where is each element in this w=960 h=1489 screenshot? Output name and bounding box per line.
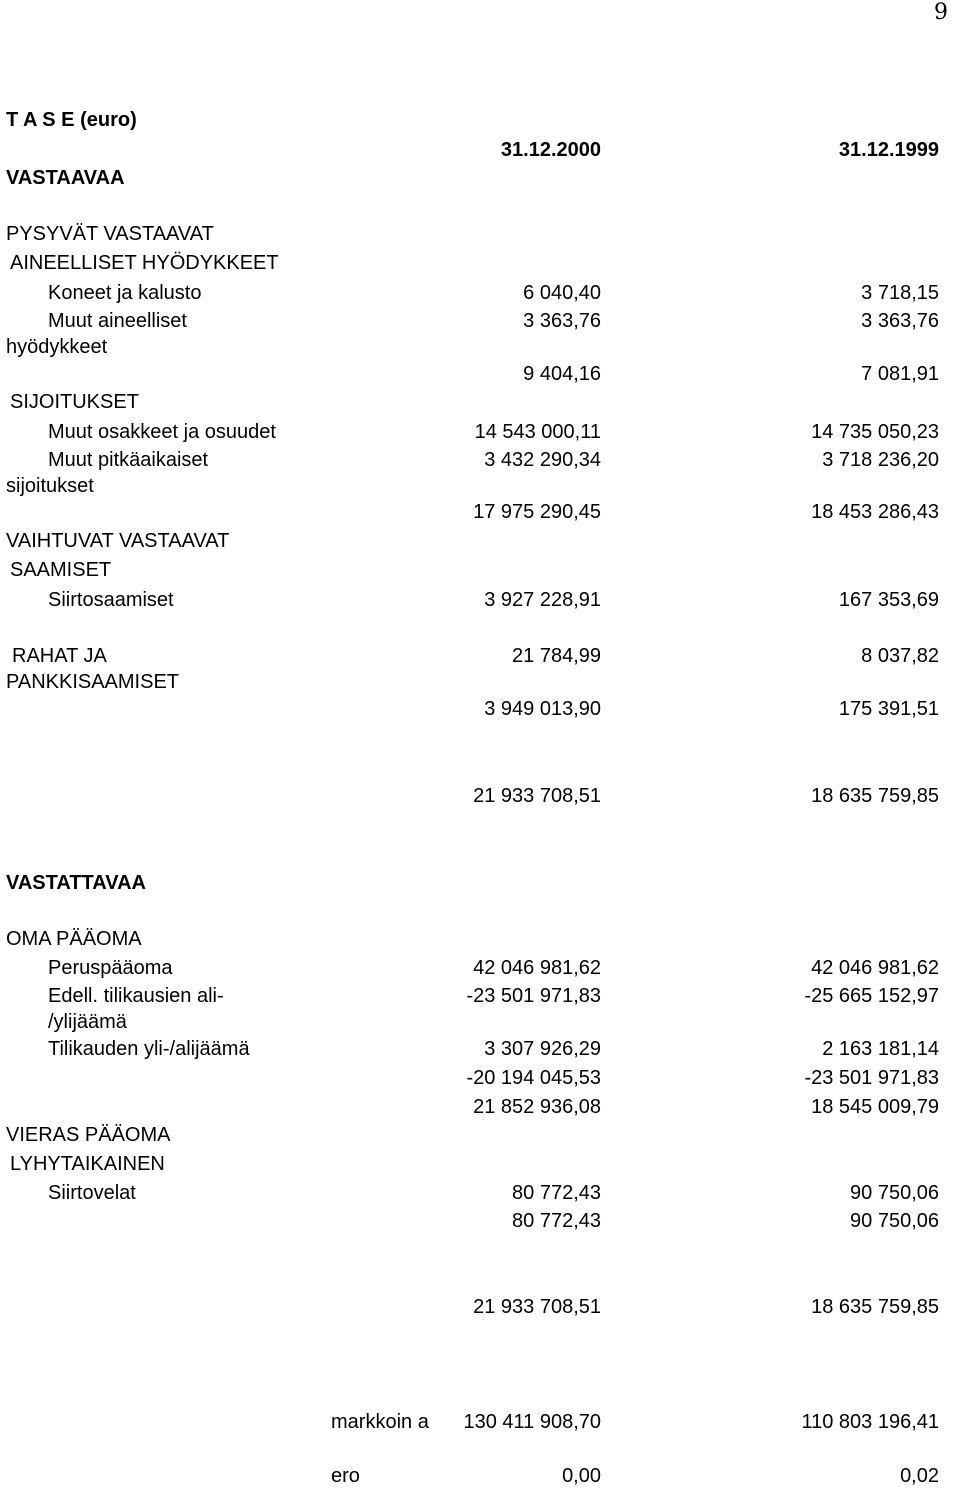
equity-sum-1999: 18 545 009,79	[811, 1096, 939, 1118]
markkoina-value-2000: 130 411 908,70	[463, 1411, 601, 1433]
row-value-2000: -23 501 971,83	[466, 985, 601, 1007]
markkoina-label: markkoin a	[331, 1411, 429, 1433]
cash-heading: RAHAT JA PANKKISAAMISET	[6, 645, 180, 693]
liabilities-total-1999: 18 635 759,85	[811, 1296, 939, 1318]
row-value-2000: 14 543 000,11	[474, 421, 601, 443]
row-value-1999: 3 718 236,20	[822, 449, 939, 471]
short-term-heading: LYHYTAIKAINEN	[10, 1153, 165, 1175]
row-value-2000: 80 772,43	[512, 1182, 601, 1204]
liabilities-heading: VASTATTAVAA	[6, 872, 146, 894]
row-label: Siirtosaamiset	[48, 589, 174, 611]
row-value-2000: 42 046 981,62	[473, 957, 601, 979]
subtotal-value-2000: 9 404,16	[523, 363, 601, 385]
subtotal-value-1999: 7 081,91	[861, 363, 939, 385]
assets-heading: VASTAAVAA	[6, 167, 125, 189]
row-label: Koneet ja kalusto	[48, 282, 202, 304]
row-value-1999: 2 163 181,14	[822, 1038, 939, 1060]
assets-total-2000: 21 933 708,51	[473, 785, 601, 807]
ero-label: ero	[331, 1465, 360, 1487]
row-value-1999: 167 353,69	[838, 589, 939, 611]
column-header-1999: 31.12.1999	[838, 139, 939, 161]
subtotal-value-1999: 18 453 286,43	[811, 501, 939, 523]
row-label: Muut aineelliset hyödykkeet	[6, 310, 187, 358]
row-value-2000: 3 927 228,91	[484, 589, 601, 611]
row-value-2000: 3 432 290,34	[484, 449, 601, 471]
fixed-assets-heading: PYSYVÄT VASTAAVAT	[6, 223, 214, 245]
equity-sum-2000: 21 852 936,08	[473, 1096, 601, 1118]
subtotal-value-2000: 3 949 013,90	[484, 698, 601, 720]
row-label: Peruspääoma	[48, 957, 173, 979]
liabilities-total-2000: 21 933 708,51	[473, 1296, 601, 1318]
row-value-2000: 3 307 926,29	[484, 1038, 601, 1060]
subtotal-value-1999: 90 750,06	[850, 1210, 939, 1232]
row-label: Edell. tilikausien ali- /ylijäämä	[48, 985, 224, 1033]
markkoina-value-1999: 110 803 196,41	[801, 1411, 939, 1433]
equity-heading: OMA PÄÄOMA	[6, 928, 142, 950]
receivables-heading: SAAMISET	[10, 559, 112, 581]
row-label: Tilikauden yli-/alijäämä	[48, 1038, 250, 1060]
row-value-1999: -25 665 152,97	[804, 985, 939, 1007]
assets-total-1999: 18 635 759,85	[811, 785, 939, 807]
document-title: T A S E (euro)	[6, 109, 137, 131]
row-value-1999: 42 046 981,62	[811, 957, 939, 979]
row-value-2000: 6 040,40	[523, 282, 601, 304]
row-value-1999: 3 363,76	[861, 310, 939, 332]
investments-heading: SIJOITUKSET	[10, 391, 139, 413]
debt-heading: VIERAS PÄÄOMA	[6, 1124, 171, 1146]
ero-value-2000: 0,00	[562, 1465, 601, 1487]
row-label: Muut pitkäaikaiset sijoitukset	[6, 449, 209, 497]
row-value-1999: 90 750,06	[850, 1182, 939, 1204]
page-number: 9	[934, 0, 948, 25]
row-value-2000: 21 784,99	[512, 645, 601, 667]
row-label: Muut osakkeet ja osuudet	[48, 421, 276, 443]
subtotal-value-2000: 80 772,43	[512, 1210, 601, 1232]
subtotal-value-1999: 175 391,51	[838, 698, 939, 720]
subtotal-value-2000: 17 975 290,45	[473, 501, 601, 523]
tangible-assets-heading: AINEELLISET HYÖDYKKEET	[10, 252, 279, 274]
row-value-1999: 14 735 050,23	[811, 421, 939, 443]
row-value-1999: 8 037,82	[861, 645, 939, 667]
subtotal-value-2000: -20 194 045,53	[466, 1067, 601, 1089]
current-assets-heading: VAIHTUVAT VASTAAVAT	[6, 530, 230, 552]
row-label: Siirtovelat	[48, 1182, 136, 1204]
subtotal-value-1999: -23 501 971,83	[804, 1067, 939, 1089]
ero-value-1999: 0,02	[900, 1465, 939, 1487]
row-value-1999: 3 718,15	[861, 282, 939, 304]
column-header-2000: 31.12.2000	[500, 139, 601, 161]
row-value-2000: 3 363,76	[523, 310, 601, 332]
